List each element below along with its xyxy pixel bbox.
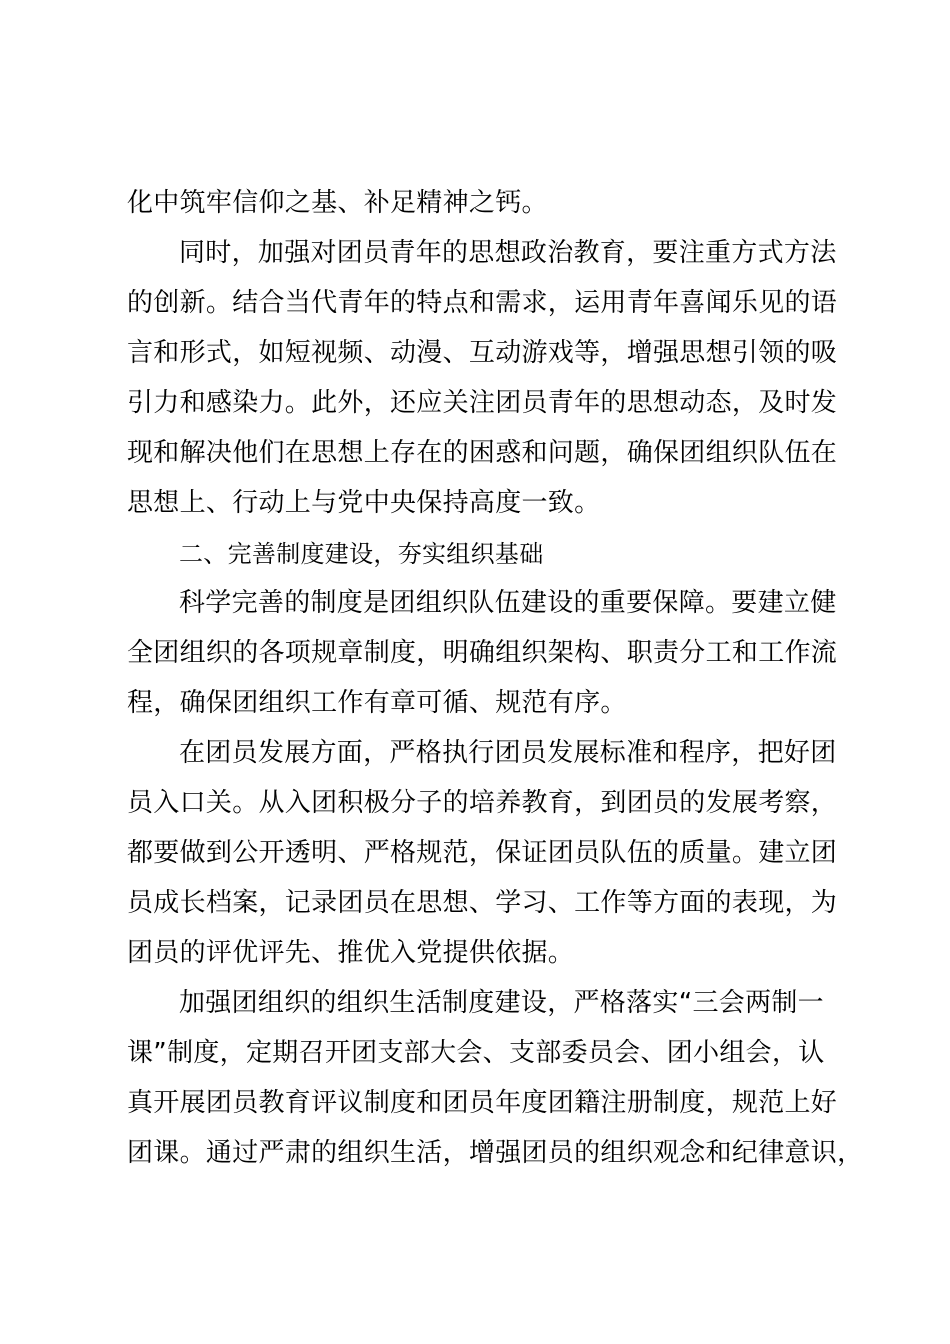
text-line: 的创新。结合当代青年的特点和需求，运用青年喜闻乐见的语 <box>127 288 838 318</box>
paragraph-first-line: 在团员发展方面，严格执行团员发展标准和程序，把好团 <box>179 738 837 768</box>
text-line: 员成长档案，记录团员在思想、学习、工作等方面的表现，为 <box>127 888 838 918</box>
text-line: 化中筑牢信仰之基、补足精神之钙。 <box>127 188 548 218</box>
text-line: 引力和感染力。此外，还应关注团员青年的思想动态，及时发 <box>127 388 838 418</box>
paragraph-first-line: 加强团组织的组织生活制度建设，严格落实“三会两制一 <box>179 988 824 1018</box>
text-line: 团课。通过严肃的组织生活，增强团员的组织观念和纪律意识， <box>127 1138 864 1168</box>
text-line: 现和解决他们在思想上存在的困惑和问题，确保团组织队伍在 <box>127 438 838 468</box>
text-line: 程，确保团组织工作有章可循、规范有序。 <box>127 688 627 718</box>
text-line: 全团组织的各项规章制度，明确组织架构、职责分工和工作流 <box>127 638 838 668</box>
text-line: 真开展团员教育评议制度和团员年度团籍注册制度，规范上好 <box>127 1088 838 1118</box>
text-line: 员入口关。从入团积极分子的培养教育，到团员的发展考察， <box>127 788 838 818</box>
text-line: 课”制度，定期召开团支部大会、支部委员会、团小组会，认 <box>127 1038 825 1068</box>
paragraph-first-line: 科学完善的制度是团组织队伍建设的重要保障。要建立健 <box>179 588 837 618</box>
section-heading: 二、完善制度建设，夯实组织基础 <box>179 540 544 568</box>
text-line: 都要做到公开透明、严格规范，保证团员队伍的质量。建立团 <box>127 838 838 868</box>
text-line: 团员的评优评先、推优入党提供依据。 <box>127 938 575 968</box>
paragraph-first-line: 同时，加强对团员青年的思想政治教育，要注重方式方法 <box>179 238 837 268</box>
text-line: 言和形式，如短视频、动漫、互动游戏等，增强思想引领的吸 <box>127 338 838 368</box>
text-line: 思想上、行动上与党中央保持高度一致。 <box>127 488 601 518</box>
